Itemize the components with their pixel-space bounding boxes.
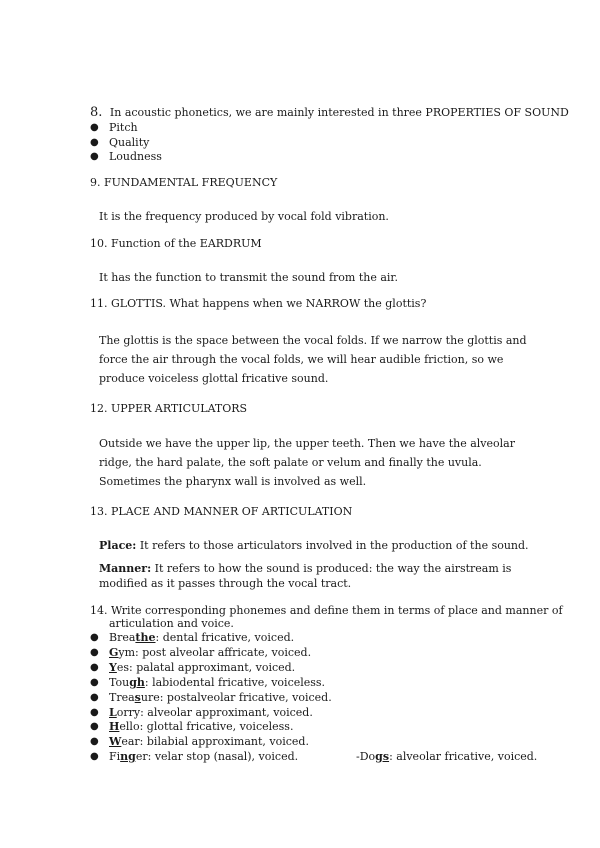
- list-item: Treasure: postalveolar fricative, voiced.: [109, 691, 332, 704]
- place-text: It refers to those articulators involved in the production of the sound.: [136, 539, 529, 552]
- list-item: Yes: palatal approximant, voiced.: [109, 661, 296, 674]
- bullet-icon: ●: [90, 647, 99, 658]
- list-item: Tough: labiodental fricative, voiceless.: [109, 676, 326, 689]
- bullet-icon: ●: [90, 632, 99, 643]
- q14-heading-line2: articulation and voice.: [109, 617, 234, 630]
- q12-answer: Outside we have the upper lip, the upper teeth. Then we have the alveolar ridge, the hard palate, the soft palate or velum and finally the uvula. Sometimes the pharynx wall is involved as well.: [99, 437, 515, 488]
- list-item: Lorry: alveolar approximant, voiced.: [109, 706, 313, 719]
- manner-definition: [99, 561, 529, 591]
- q10-answer: It has the function to transmit the sound from the air.: [99, 271, 398, 284]
- q8-number: 8.: [90, 105, 103, 120]
- place-label: Place:: [99, 539, 137, 552]
- bullet-icon: ●: [90, 721, 99, 732]
- list-item: Gym: post alveolar affricate, voiced.: [109, 646, 312, 659]
- place-definition: [99, 539, 529, 553]
- bullet-icon: ●: [90, 151, 99, 162]
- q13-heading: 13. PLACE AND MANNER OF ARTICULATION: [90, 505, 353, 518]
- q9-answer: It is the frequency produced by vocal fold vibration.: [99, 210, 389, 223]
- q8-text: In acoustic phonetics, we are mainly interested in three PROPERTIES OF SOUND: [109, 106, 569, 119]
- q8-item-quality: Quality: [109, 136, 150, 149]
- q8-heading: [90, 106, 569, 120]
- bullet-icon: ●: [90, 122, 99, 133]
- q12-heading: 12. UPPER ARTICULATORS: [90, 402, 248, 415]
- list-item: Breathe: dental fricative, voiced.: [109, 631, 295, 644]
- list-item: Finger: velar stop (nasal), voiced.: [109, 750, 299, 763]
- manner-text: It refers to how the sound is produced: the way the airstream is modified as it passes through the vocal tract.: [99, 562, 512, 590]
- q8-item-pitch: Pitch: [109, 121, 138, 134]
- bullet-icon: ●: [90, 662, 99, 673]
- bullet-icon: ●: [90, 677, 99, 688]
- q9-heading: 9. FUNDAMENTAL FREQUENCY: [90, 176, 278, 189]
- bullet-icon: ●: [90, 137, 99, 148]
- q14-heading-line1: 14. Write corresponding phonemes and define them in terms of place and manner of: [90, 604, 563, 617]
- q11-heading: 11. GLOTTIS. What happens when we NARROW the glottis?: [90, 297, 427, 310]
- list-item: Hello: glottal fricative, voiceless.: [109, 720, 294, 733]
- bullet-icon: ●: [90, 751, 99, 762]
- list-item-extra: -Dogs: alveolar fricative, voiced.: [356, 750, 538, 763]
- bullet-icon: ●: [90, 707, 99, 718]
- manner-label: Manner:: [99, 562, 152, 575]
- q8-item-loudness: Loudness: [109, 150, 162, 163]
- bullet-icon: ●: [90, 736, 99, 747]
- list-item: Wear: bilabial approximant, voiced.: [109, 735, 309, 748]
- bullet-icon: ●: [90, 692, 99, 703]
- q11-answer: The glottis is the space between the vocal folds. If we narrow the glottis and force the air through the vocal folds, we will hear audible friction, so we produce voiceless glottal fricative sound.: [99, 334, 527, 385]
- q10-heading: 10. Function of the EARDRUM: [90, 237, 262, 250]
